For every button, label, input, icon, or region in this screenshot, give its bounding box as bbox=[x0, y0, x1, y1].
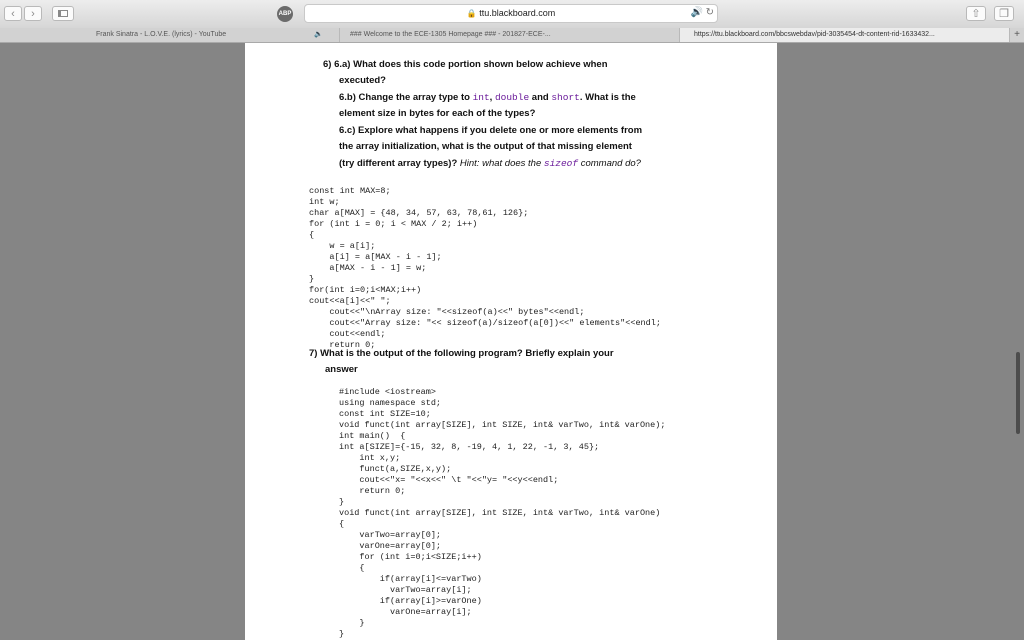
code-line: cout<<"Array size: "<< sizeof(a)/sizeof(a[0])<<" elements"<<endl; bbox=[309, 318, 661, 328]
reload-icon[interactable]: ↻ bbox=[705, 7, 714, 18]
q6-line-3: 6.b) Change the array type to int, double and short. What is the bbox=[339, 92, 636, 103]
code-line: varOne=array[0]; bbox=[339, 541, 442, 551]
q6-line-1: 6) 6.a) What does this code portion shown below achieve when bbox=[323, 59, 608, 70]
chevron-left-icon: ‹ bbox=[11, 7, 15, 20]
tab-title: https://ttu.blackboard.com/bbcswebdav/pid-3035454-dt-content-rid-1633432... bbox=[694, 31, 935, 38]
code-line: return 0; bbox=[309, 340, 376, 350]
chevron-right-icon: › bbox=[31, 7, 35, 20]
address-text: ttu.blackboard.com bbox=[479, 8, 556, 18]
code-line: return 0; bbox=[339, 486, 406, 496]
q6-line-7: (try different array types)? Hint: what does the sizeof command do? bbox=[339, 158, 641, 169]
code-line: using namespace std; bbox=[339, 398, 442, 408]
code-line: for(int i=0;i<MAX;i++) bbox=[309, 285, 422, 295]
code-line: { bbox=[309, 230, 315, 240]
lock-icon: 🔒 bbox=[466, 9, 477, 18]
code-line: #include <iostream> bbox=[339, 387, 436, 397]
code-line: int main() { bbox=[339, 431, 406, 441]
code-block-7 bbox=[339, 376, 665, 640]
q7-line-1: 7) What is the output of the following program? Briefly explain your bbox=[309, 348, 614, 359]
code-line: } bbox=[339, 629, 345, 639]
code-line: cout<<a[i]<<" "; bbox=[309, 296, 391, 306]
tab-title: Frank Sinatra - L.O.V.E. (lyrics) - YouTube bbox=[96, 31, 227, 38]
sidebar-icon bbox=[58, 10, 68, 17]
tab-bbcswebdav[interactable] bbox=[680, 28, 1010, 42]
speaker-icon[interactable]: 🔊 bbox=[690, 7, 703, 18]
code-line: int w; bbox=[309, 197, 340, 207]
tab-bar bbox=[0, 28, 1024, 43]
code-line: a[i] = a[MAX - i - 1]; bbox=[309, 252, 442, 262]
code-line: { bbox=[339, 519, 345, 529]
speaker-icon[interactable]: 🔈 bbox=[314, 31, 323, 38]
code-line: int a[SIZE]={-15, 32, 8, -19, 4, 1, 22, -1, 3, 45}; bbox=[339, 442, 600, 452]
code-line: varOne=array[i]; bbox=[339, 607, 472, 617]
code-line: const int SIZE=10; bbox=[339, 409, 431, 419]
code-line: void funct(int array[SIZE], int SIZE, int& varTwo, int& varOne) bbox=[339, 508, 661, 518]
address-bar[interactable] bbox=[304, 4, 718, 23]
code-line: cout<<endl; bbox=[309, 329, 386, 339]
code-line: void funct(int array[SIZE], int SIZE, int& varTwo, int& varOne); bbox=[339, 420, 666, 430]
share-button[interactable] bbox=[966, 6, 986, 21]
q6-line-4: element size in bytes for each of the types? bbox=[339, 108, 536, 119]
scrollbar-thumb[interactable] bbox=[1016, 352, 1020, 434]
tab-ece-homepage[interactable] bbox=[314, 28, 680, 42]
q6-line-5: 6.c) Explore what happens if you delete one or more elements from bbox=[339, 125, 643, 136]
code-line: varTwo=array[0]; bbox=[339, 530, 442, 540]
q6-line-2: executed? bbox=[339, 75, 386, 86]
tabs-overview-button[interactable] bbox=[994, 6, 1014, 21]
code-line: cout<<"\nArray size: "<<sizeof(a)<<" bytes"<<endl; bbox=[309, 307, 585, 317]
code-line: for (int i = 0; i < MAX / 2; i++) bbox=[309, 219, 478, 229]
code-line: char a[MAX] = {48, 34, 57, 63, 78,61, 126}; bbox=[309, 208, 529, 218]
document-page bbox=[245, 43, 777, 640]
code-line: const int MAX=8; bbox=[309, 186, 391, 196]
code-line: varTwo=array[i]; bbox=[339, 585, 472, 595]
code-line: funct(a,SIZE,x,y); bbox=[339, 464, 452, 474]
share-icon: ⇧ bbox=[971, 8, 981, 20]
code-line: { bbox=[339, 563, 365, 573]
tab-title: ### Welcome to the ECE-1305 Homepage ### - 201827-ECE-... bbox=[350, 31, 551, 38]
code-line: } bbox=[309, 274, 315, 284]
sidebar-button[interactable] bbox=[52, 6, 74, 21]
code-line: if(array[i]>=varOne) bbox=[339, 596, 482, 606]
tab-youtube[interactable] bbox=[0, 28, 340, 42]
code-line: for (int i=0;i<SIZE;i++) bbox=[339, 552, 482, 562]
new-tab-button[interactable]: + bbox=[1014, 29, 1020, 40]
tabs-icon: ❐ bbox=[999, 8, 1009, 20]
browser-toolbar bbox=[0, 0, 1024, 29]
code-line: if(array[i]<=varTwo) bbox=[339, 574, 482, 584]
q7-line-2: answer bbox=[325, 364, 358, 375]
code-line: } bbox=[339, 618, 365, 628]
q6-line-6: the array initialization, what is the output of that missing element bbox=[339, 141, 632, 152]
code-line: w = a[i]; bbox=[309, 241, 376, 251]
adblock-icon[interactable]: ABP bbox=[277, 6, 293, 22]
code-line: a[MAX - i - 1] = w; bbox=[309, 263, 427, 273]
forward-button[interactable] bbox=[24, 6, 42, 21]
code-line: int x,y; bbox=[339, 453, 401, 463]
code-line: cout<<"x= "<<x<<" \t "<<"y= "<<y<<endl; bbox=[339, 475, 559, 485]
code-block-6 bbox=[309, 175, 661, 351]
back-button[interactable] bbox=[4, 6, 22, 21]
code-line: } bbox=[339, 497, 345, 507]
